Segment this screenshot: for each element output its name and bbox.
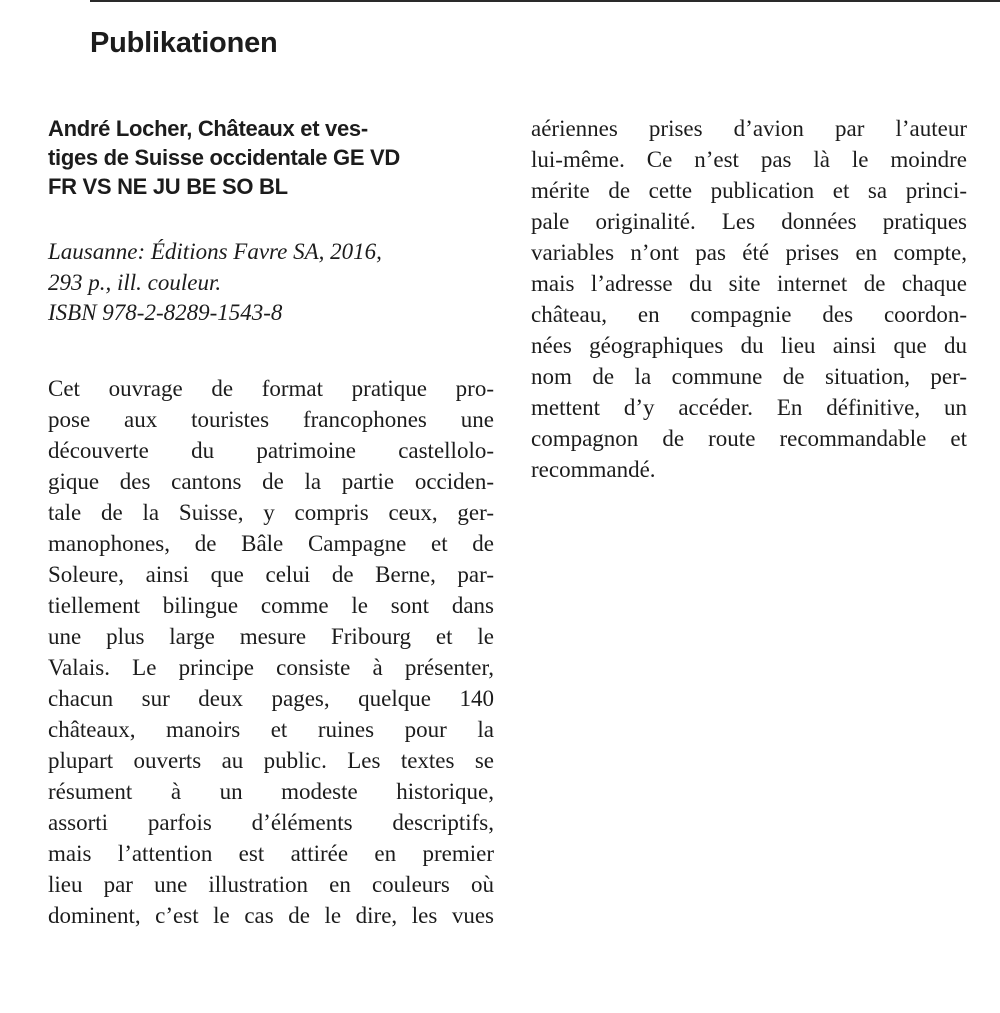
body-line: Soleure, ainsi que celui de Berne, par- [48,561,494,587]
body-line: manophones, de Bâle Campagne et de [48,530,494,556]
review-title-line: André Locher, Châteaux et ves- [48,116,368,141]
body-line: pose aux touristes francophones une [48,406,494,432]
body-line: lui-même. Ce n’est pas là le moindre [531,147,967,172]
review-body-left [48,373,494,931]
body-line: tiellement bilingue comme le sont dans [48,592,494,618]
body-line: châteaux, manoirs et ruines pour la [48,716,494,742]
left-column [48,114,494,931]
body-line: résument à un modeste historique, [48,778,494,804]
body-line: mérite de cette publication et sa princi- [531,178,967,203]
top-rule [90,0,1000,2]
body-line: château, en compagnie des coordon- [531,302,967,327]
body-line: compagnon de route recommandable et [531,426,967,451]
body-line: Valais. Le principe consiste à présenter, [48,654,494,680]
body-line: recommandé. [531,457,656,482]
body-line: mais l’adresse du site internet de chaque [531,271,967,296]
body-line: assorti parfois d’éléments descriptifs, [48,809,494,835]
pages-line: 293 p., ill. couleur. [48,269,222,295]
body-line: dominent, c’est le cas de le dire, les vues [48,902,494,928]
right-column [531,113,967,485]
body-line: tale de la Suisse, y compris ceux, ger- [48,499,494,525]
body-line: pale originalité. Les données pratiques [531,209,967,234]
bibliographic-info [48,237,494,329]
review-body-right [531,113,967,485]
body-line: chacun sur deux pages, quelque 140 [48,685,494,711]
body-line: lieu par une illustration en couleurs où [48,871,494,897]
isbn-line: ISBN 978-2-8289-1543-8 [48,300,283,325]
review-title [48,114,494,201]
body-line: gique des cantons de la partie occiden- [48,468,494,494]
body-line: découverte du patrimoine castellolo- [48,437,494,463]
body-line: Cet ouvrage de format pratique pro- [48,375,494,401]
body-line: plupart ouverts au public. Les textes se [48,747,494,773]
review-title-line: FR VS NE JU BE SO BL [48,174,288,199]
review-title-line: tiges de Suisse occidentale GE VD [48,145,401,170]
publisher-line: Lausanne: Éditions Favre SA, 2016, [48,239,382,264]
body-line: mettent d’y accéder. En définitive, un [531,395,967,420]
section-heading: Publikationen [90,27,278,59]
body-line: une plus large mesure Fribourg et le [48,623,494,649]
body-line: nées géographiques du lieu ainsi que du [531,333,967,358]
body-line: variables n’ont pas été prises en compte, [531,240,967,265]
body-line: mais l’attention est attirée en premier [48,840,494,866]
body-line: nom de la commune de situation, per- [531,364,967,389]
body-line: aériennes prises d’avion par l’auteur [531,116,967,141]
